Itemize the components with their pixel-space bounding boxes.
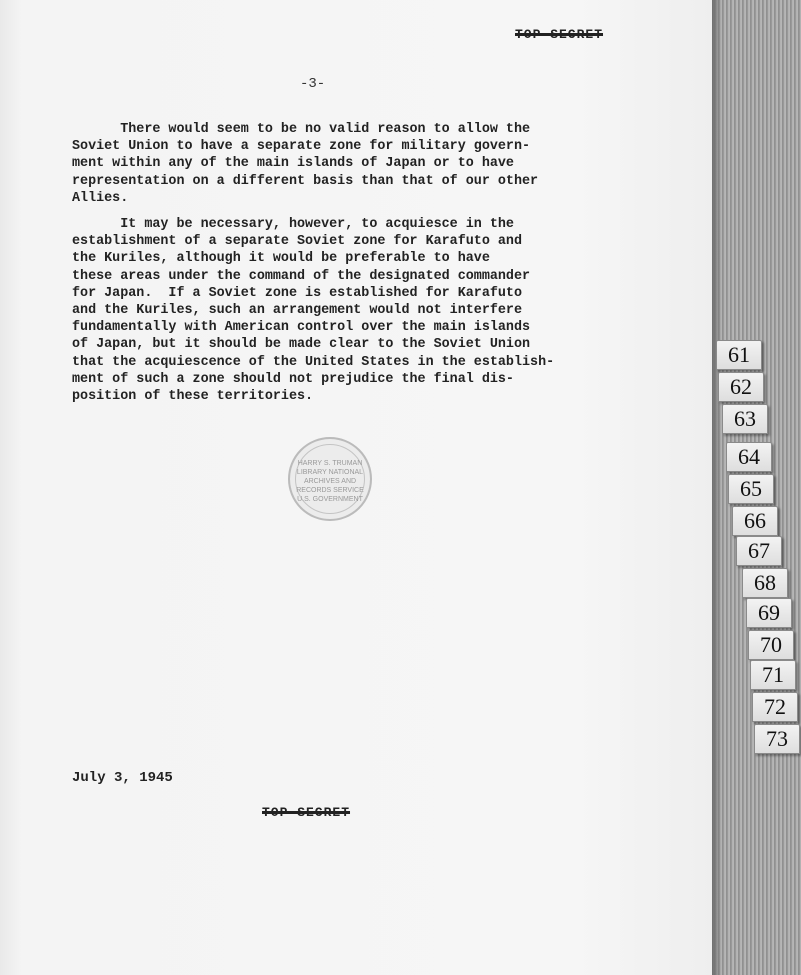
index-tab-73[interactable]: 73 bbox=[754, 724, 800, 754]
index-tab-63[interactable]: 63 bbox=[722, 404, 768, 434]
index-tab-61[interactable]: 61 bbox=[716, 340, 762, 370]
archive-seal-stamp bbox=[288, 437, 372, 521]
index-tab-71[interactable]: 71 bbox=[750, 660, 796, 690]
index-tab-65[interactable]: 65 bbox=[728, 474, 774, 504]
index-tab-62[interactable]: 62 bbox=[718, 372, 764, 402]
paragraph-1: There would seem to be no valid reason to allow the Soviet Union to have a separate zone for military govern- ment within any of the main islands of Japan or to have representation on a different basis than that of our other Allies. bbox=[72, 122, 539, 206]
index-tab-67[interactable]: 67 bbox=[736, 536, 782, 566]
seal-text: HARRY S. TRUMAN LIBRARY NATIONAL ARCHIVES AND RECORDS SERVICE U.S. GOVERNMENT bbox=[296, 460, 364, 503]
index-tab-64[interactable]: 64 bbox=[726, 442, 772, 472]
header-classification-stamp: TOP SECRET bbox=[515, 27, 604, 42]
index-tab-72[interactable]: 72 bbox=[752, 692, 798, 722]
page-stack-shadow bbox=[712, 0, 722, 975]
index-tab-70[interactable]: 70 bbox=[748, 630, 794, 660]
footer-classification-stamp: TOP SECRET bbox=[262, 805, 351, 820]
index-tab-69[interactable]: 69 bbox=[746, 598, 792, 628]
paragraph-2: It may be necessary, however, to acquiesce in the establishment of a separate Soviet zone for Karafuto and the Kuriles, although it would be preferable to have these areas under the command of the designated commander for Japan. If a Soviet zone is established for Karafuto and the Kuriles, such an arrangement would not interfere fundamentally with American control over the main islands of Japan, but it should be made clear to the Soviet Union that the acquiescence of the United States in the establish- ment of such a zone should not prejudice the final dis- position of these territories. bbox=[72, 217, 555, 405]
index-tab-66[interactable]: 66 bbox=[732, 506, 778, 536]
document-date: July 3, 1945 bbox=[72, 770, 173, 786]
index-tab-68[interactable]: 68 bbox=[742, 568, 788, 598]
page-number: -3- bbox=[300, 76, 326, 92]
